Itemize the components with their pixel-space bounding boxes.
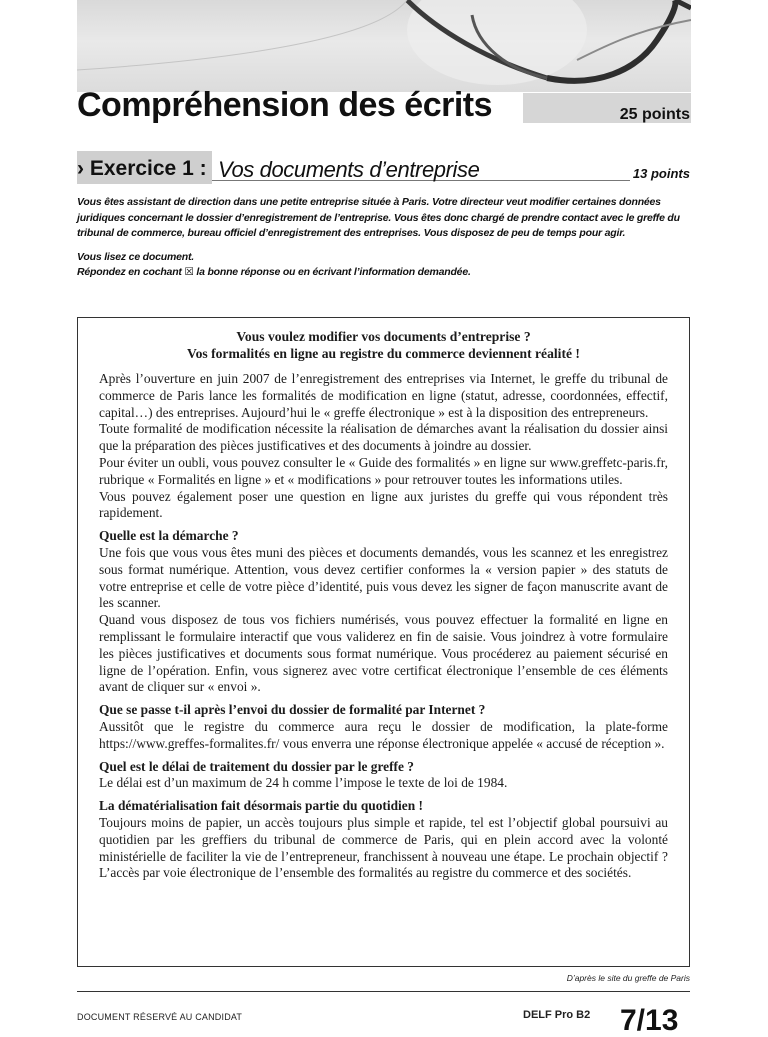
section-paragraph: Le délai est d’un maximum de 24 h comme l’impose le texte de loi de 1984. — [99, 775, 508, 791]
glasses-image — [77, 0, 691, 92]
document-heading — [99, 328, 668, 362]
instructions-answer — [77, 265, 697, 281]
source-citation: D’après le site du greffe de Paris — [566, 973, 690, 983]
footer-reserved-label: DOCUMENT RÉSERVÉ AU CANDIDAT — [77, 1012, 243, 1022]
document-intro-paragraph: Pour éviter un oubli, vous pouvez consulter le « Guide des formalités » en ligne sur www.greffetc-paris.fr, rubrique « Formalités en ligne » et « modifications » pour retrouver toutes les informations utiles. — [99, 454, 668, 487]
exercise-points: 13 points — [632, 166, 690, 181]
instructions-context: Vous êtes assistant de direction dans une petite entreprise située à Paris. Votre directeur veut modifier certaines données juridiques concernant le dossier d’enregistrement de l’entreprise. Vous êtes donc chargé de prendre contact avec le greffe du tribunal de commerce, bureau officiel d’enregistrement des entreprises. Vous disposez de peu de temps pour agir. — [77, 196, 680, 239]
footer-divider — [77, 991, 690, 992]
checked-box-icon: ☒ — [184, 266, 194, 278]
document-heading-line1: Vous voulez modifier vos documents d’entreprise ? — [236, 329, 531, 344]
header-banner-photo — [77, 0, 691, 92]
section-title-apres-envoi: Que se passe t-il après l’envoi du dossier de formalité par Internet ? — [99, 702, 486, 718]
page-number: 7/13 — [620, 1004, 679, 1037]
section-title-demarche: Quelle est la démarche ? — [99, 528, 239, 544]
instructions-answer-after: la bonne réponse ou en écrivant l’information demandée. — [196, 266, 471, 278]
document-box — [77, 317, 690, 967]
section-paragraph: Aussitôt que le registre du commerce aura reçu le dossier de modification, la plate-forme https://www.greffes-formalites.fr/ vous enverra une réponse électronique appelée « accusé de réception ». — [99, 718, 668, 751]
section-paragraph: Une fois que vous vous êtes muni des pièces et documents demandés, vous les scannez et les enregistrez sous format numérique. Attention, vous devez certifier conformes la « version papier » des statuts de votre entreprise et celle de votre pièce d’identité, puis vous devez les signer de façon manuscrite avant de les scanner. — [99, 544, 668, 611]
section-title-delai: Quel est le délai de traitement du dossier par le greffe ? — [99, 758, 414, 774]
page-title: Compréhension des écrits — [77, 86, 493, 124]
exercise-title: Vos documents d’entreprise — [218, 157, 480, 182]
document-intro-paragraph: Après l’ouverture en juin 2007 de l’enregistrement des entreprises via Internet, le greffe du tribunal de commerce de Paris lance les formalités de modification en ligne (statut, adresse, coordonnées, effectif, capital…) des entreprises. Aujourd’hui le « greffe électronique » est à la disposition des entrepreneurs. — [99, 371, 668, 420]
section-title-dematerialisation: La dématérialisation fait désormais partie du quotidien ! — [99, 798, 423, 814]
document-intro-paragraph: Toute formalité de modification nécessite la réalisation de démarches avant la réalisation du dossier ainsi que la préparation des pièces justificatives et des documents à joindre au dossier. — [99, 421, 668, 454]
total-points: 25 points — [619, 106, 690, 123]
section-paragraph: Toujours moins de papier, un accès toujours plus simple et rapide, tel est l’objectif global poursuivi au quotidien par les greffiers du tribunal de commerce de Paris, qui en plein accord avec la volonté ministérielle de faciliter la vie de l’entrepreneur, franchissent à nouveau une étape. Le prochain objectif ? L’accès par voie électronique de l’ensemble des formalités au registre du commerce et des sociétés. — [99, 814, 668, 881]
document-intro-paragraph: Vous pouvez également poser une question en ligne aux juristes du greffe qui vous répondent très rapidement. — [99, 488, 668, 521]
instructions — [77, 195, 697, 281]
footer-exam-name: DELF Pro B2 — [523, 1009, 591, 1021]
exercise-label: › Exercice 1 : — [77, 157, 207, 180]
instructions-read: Vous lisez ce document. — [77, 250, 194, 263]
instructions-answer-before: Répondez en cochant — [77, 266, 182, 278]
section-paragraph: Quand vous disposez de tous vos fichiers numérisés, vous pouvez effectuer la formalité en ligne en remplissant le formulaire interactif que vous validerez en fin de saisie. Vous joindrez à votre formulaire les pièces justificatives et documents sous format numérique. Vous procéderez au paiement sécurisé en ligne de l’opération. Enfin, vous signerez avec votre certificat électronique l’ensemble de ces éléments avant de cliquer sur « envoi ». — [99, 612, 668, 695]
document-heading-line2: Vos formalités en ligne au registre du commerce deviennent réalité ! — [187, 346, 580, 361]
